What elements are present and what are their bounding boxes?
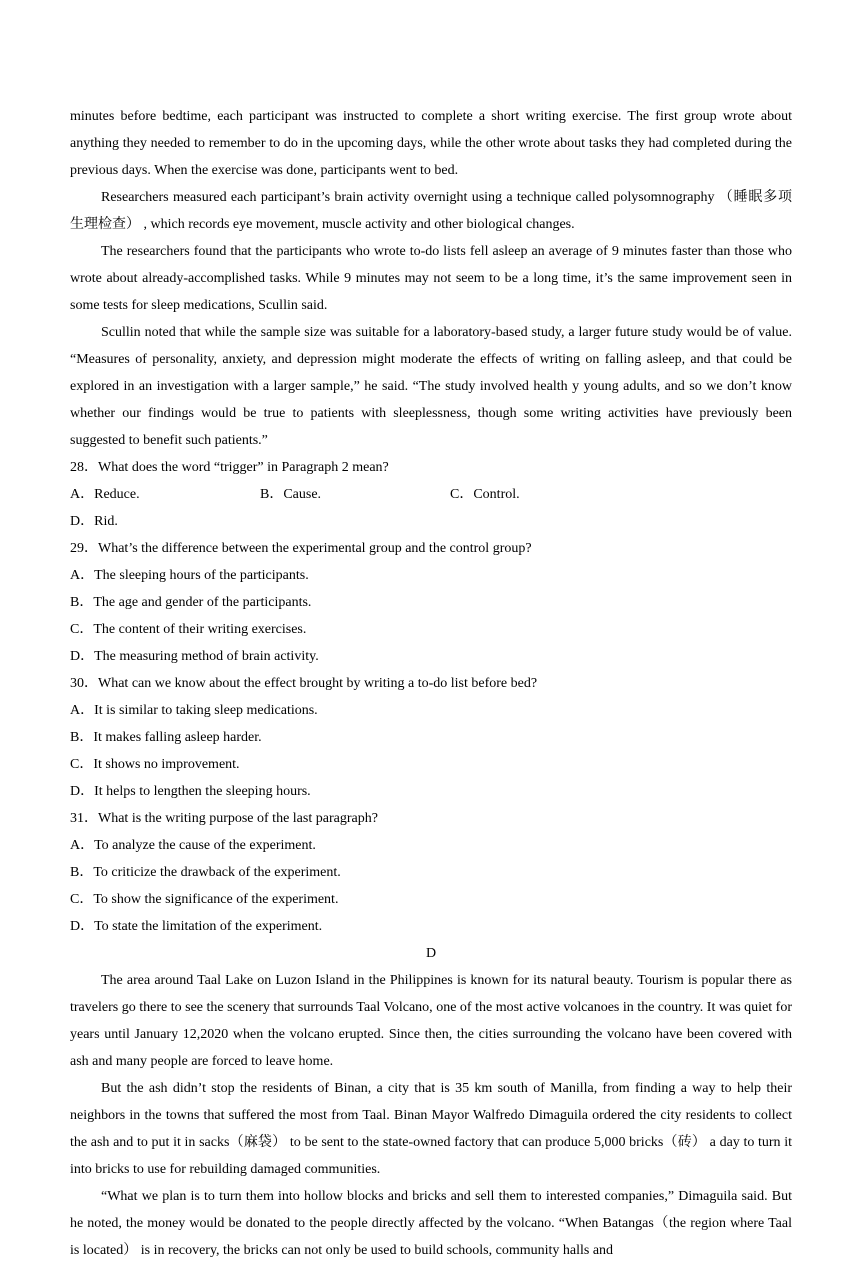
passage-c-paragraph: Researchers measured each participant’s brain activity overnight using a technique called polysomnography （睡眠多项生理检查） , which records eye movement, muscle activity and other biological changes. — [70, 190, 792, 232]
option-c: C．It shows no improvement. — [70, 757, 240, 772]
question-options — [70, 697, 792, 805]
option-a: A．It is similar to taking sleep medications. — [70, 703, 318, 718]
question-28 — [70, 454, 792, 535]
document-page — [70, 103, 792, 1264]
passage-d-paragraph: “What we plan is to turn them into hollow blocks and bricks and sell them to interested companies,” Dimaguila said. But he noted, the money would be donated to the people directly affected by the volcano. “When Batangas（the region where Taal is located） is in recovery, the bricks can not only be used to build schools, community halls and — [70, 1189, 792, 1258]
question-stem: 29．What’s the difference between the experimental group and the control group? — [70, 541, 532, 556]
question-stem: 31．What is the writing purpose of the last paragraph? — [70, 811, 378, 826]
option-c: C．The content of their writing exercises. — [70, 622, 307, 637]
option-b: B．Cause. — [260, 487, 322, 502]
option-a: A．Reduce. — [70, 487, 140, 502]
question-stem: 28．What does the word “trigger” in Paragraph 2 mean? — [70, 460, 389, 475]
option-b: B．The age and gender of the participants. — [70, 595, 312, 610]
option-d: D．To state the limitation of the experiment. — [70, 919, 323, 934]
question-stem: 30．What can we know about the effect brought by writing a to-do list before bed? — [70, 676, 538, 691]
passage-c-paragraph: The researchers found that the participants who wrote to-do lists fell asleep an average of 9 minutes faster than those who wrote about already-accomplished tasks. While 9 minutes may not seem to be a long time, it’s the same improvement seen in some tests for sleep medications, Scullin said. — [70, 244, 792, 313]
option-b: B．To criticize the drawback of the experiment. — [70, 865, 341, 880]
option-c: C．Control. — [450, 487, 520, 502]
passage-c-paragraph: Scullin noted that while the sample size was suitable for a laboratory-based study, a larger future study would be of value. “Measures of personality, anxiety, and depression might moderate the effects of writing on falling asleep, and that could be explored in an investigation with a larger sample,” he said. “The study involved health y young adults, and so we don’t know whether our findings would be true to patients with sleeplessness, though some writing activities have previously been suggested to benefit such patients.” — [70, 325, 792, 448]
question-options — [70, 832, 792, 940]
option-d: D．It helps to lengthen the sleeping hours. — [70, 784, 311, 799]
section-heading-d: D — [425, 946, 437, 961]
question-31 — [70, 805, 792, 940]
option-b: B．It makes falling asleep harder. — [70, 730, 262, 745]
option-d: D．Rid. — [70, 514, 118, 529]
option-d: D．The measuring method of brain activity. — [70, 649, 319, 664]
passage-d-paragraph: But the ash didn’t stop the residents of Binan, a city that is 35 km south of Manilla, from finding a way to help their neighbors in the towns that suffered the most from Taal. Binan Mayor Walfredo Dimaguila ordered the city residents to collect the ash and to put it in sacks（麻袋） to be sent to the state-owned factory that can produce 5,000 bricks（砖） a day to turn it into bricks to use for rebuilding damaged communities. — [70, 1081, 792, 1177]
question-29 — [70, 535, 792, 670]
option-a: A．To analyze the cause of the experiment. — [70, 838, 316, 853]
option-c: C．To show the significance of the experiment. — [70, 892, 339, 907]
question-30 — [70, 670, 792, 805]
question-options — [70, 562, 792, 670]
passage-c-paragraph: minutes before bedtime, each participant was instructed to complete a short writing exercise. The first group wrote about anything they needed to remember to do in the upcoming days, while the other wrote about tasks they had completed during the previous days. When the exercise was done, participants went to bed. — [70, 109, 792, 178]
question-options — [70, 481, 792, 535]
passage-d-paragraph: The area around Taal Lake on Luzon Island in the Philippines is known for its natural beauty. Tourism is popular there as travelers go there to see the scenery that surrounds Taal Volcano, one of the most active volcanoes in the country. It was quiet for years until January 12,2020 when the volcano erupted. Since then, the cities surrounding the volcano have been covered with ash and many people are forced to leave home. — [70, 973, 792, 1069]
option-a: A．The sleeping hours of the participants. — [70, 568, 309, 583]
